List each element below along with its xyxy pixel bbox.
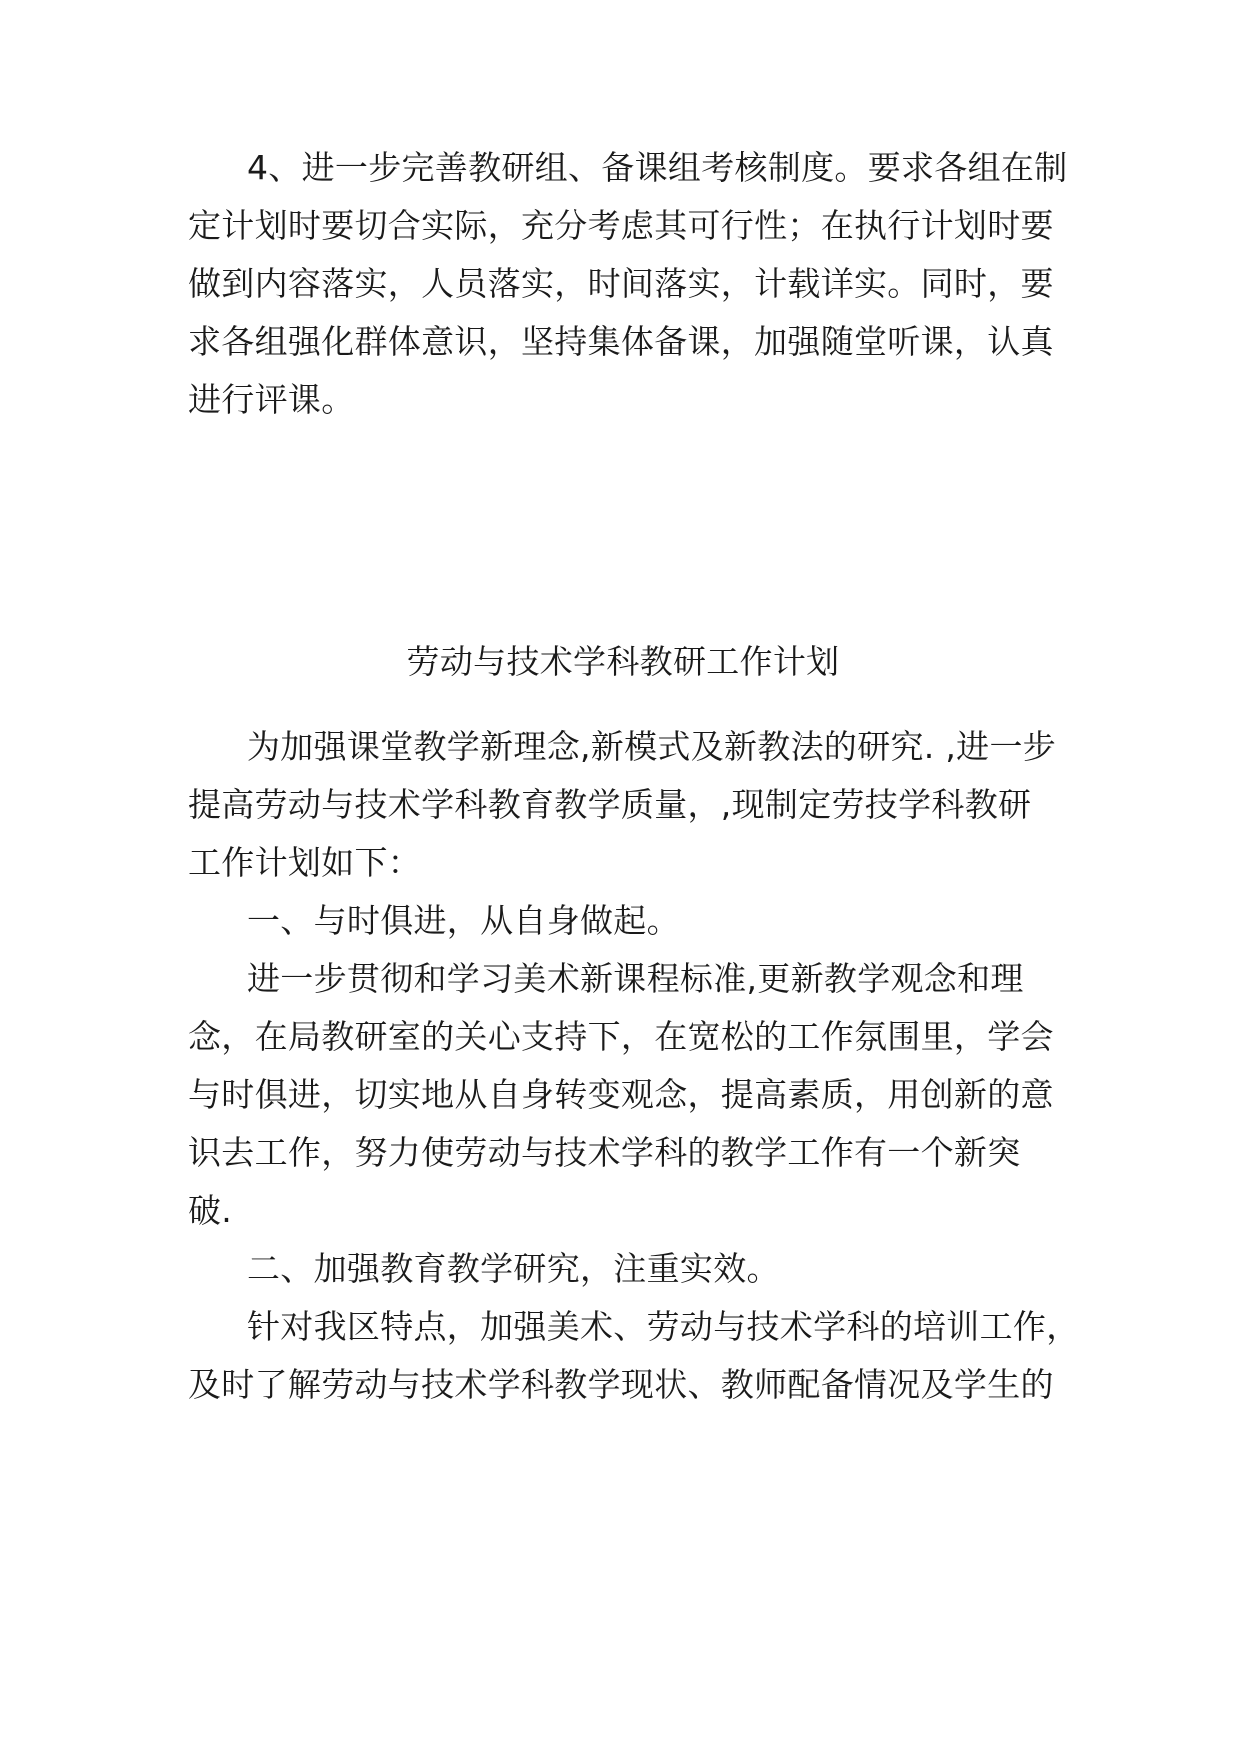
- paragraph-2-line: 针对我区特点，加强美术、劳动与技术学科的培训工作，: [247, 1307, 1080, 1346]
- paragraph-item-4-line: 做到内容落实，人员落实，时间落实，计载详实。同时，要: [188, 264, 1054, 303]
- intro-line: 工作计划如下：: [188, 843, 422, 882]
- paragraph-1-line: 念，在局教研室的关心支持下，在宽松的工作氛围里，学会: [188, 1017, 1054, 1056]
- paragraph-1-line: 进一步贯彻和学习美术新课程标准,更新教学观念和理: [247, 959, 1024, 998]
- paragraph-1-line: 识去工作，努力使劳动与技术学科的教学工作有一个新突: [188, 1133, 1021, 1172]
- paragraph-item-4-line: 4、进一步完善教研组、备课组考核制度。要求各组在制: [247, 148, 1068, 187]
- section-heading-2: 二、加强教育教学研究，注重实效。: [247, 1249, 780, 1288]
- intro-line: 提高劳动与技术学科教育教学质量，,现制定劳技学科教研: [188, 785, 1032, 824]
- paragraph-1-line: 破.: [188, 1191, 233, 1230]
- paragraph-item-4-line: 进行评课。: [188, 380, 355, 419]
- section-heading-1: 一、与时俱进，从自身做起。: [247, 901, 680, 940]
- paragraph-item-4-line: 定计划时要切合实际，充分考虑其可行性；在执行计划时要: [188, 206, 1054, 245]
- paragraph-item-4-line: 求各组强化群体意识，坚持集体备课，加强随堂听课，认真: [188, 322, 1054, 361]
- paragraph-2-line: 及时了解劳动与技术学科教学现状、教师配备情况及学生的: [188, 1365, 1054, 1404]
- paragraph-1-line: 与时俱进，切实地从自身转变观念，提高素质，用创新的意: [188, 1075, 1054, 1114]
- intro-line: 为加强课堂教学新理念,新模式及新教法的研究. ,进一步: [247, 727, 1057, 766]
- document-title: 劳动与技术学科教研工作计划: [406, 642, 840, 681]
